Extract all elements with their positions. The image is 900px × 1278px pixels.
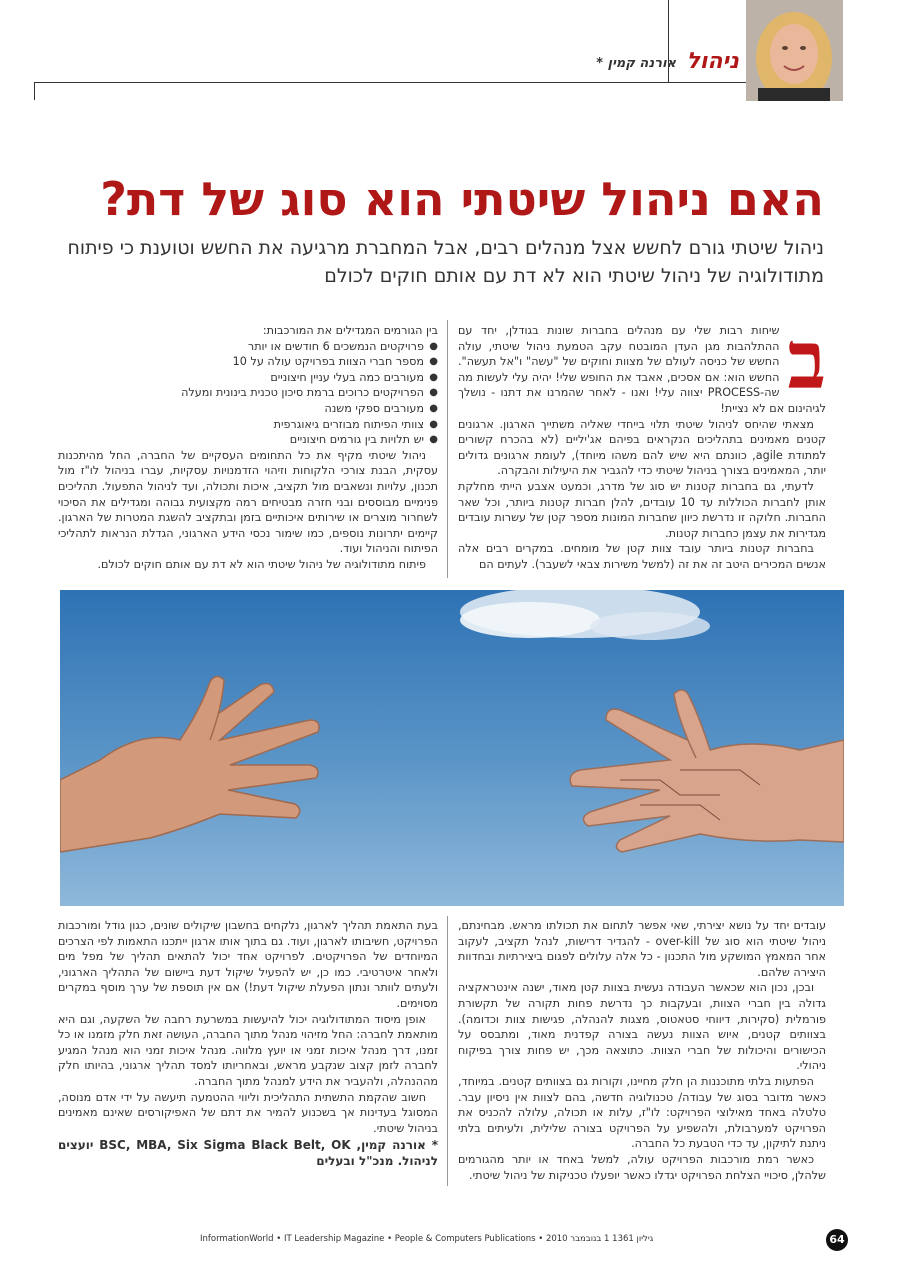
page-number: 64 [826,1229,848,1251]
article-column-right-top [458,313,827,573]
subtitle: ניהול שיטתי גורם לחשש אצל מנהלים רבים, אבל המחברת מרגיעה את החשש וטוענת כי פיתוח מתודולוגיה של ניהול שיטתי הוא לא דת עם אותם חוקים לכולם [67,237,824,287]
paragraph: בחברות קטנות ביותר עובד צוות קטן של מומחים. במקרים רבים אלה אנשים המכירים היטב זה את זה (למשל משירות צבאי לשעבר). לעתים הם [458,542,826,571]
header-rule [34,82,746,83]
list-item: ● פרויקטים הנמשכים 6 חודשים או יותר [58,339,438,355]
author-bio: * אורנה קמין, BSC, MBA, Six Sigma Black Belt, OK יועצים לניהול. מנכ"ל ובעלים [58,1138,438,1168]
list-item: ● הפרויקטים כרוכים ברמת סיכון טכנית בינונית ומעלה [58,385,438,401]
article-column-right-bottom [458,918,826,1183]
column-divider-top [447,320,448,578]
human-hand-icon [60,676,319,852]
left-margin-rule [34,82,35,100]
paragraph: בעת התאמת תהליך לארגון, נלקחים בחשבון שיקולים שונים, כגון גודל ומורכבות הפרויקט, חשיבותו לארגון, ועוד. גם בתוך אותו ארגון ייתכנו התאמות לפי הצרכים המיוחדים של הפרויקטים. לפרויקט אחד יכול להתאים תהליך של מפל מים ולאחר איטרטיבי. כמו כן, יש להפעיל שיקול דעת ביישום של התהליך הארגוני, ולעתים לוותר ונתון הפעלת שיקול דעת!) אם אין תוספת של ערך מוסף במקרים מסוימים. [58,919,438,1010]
article-column-left-top [58,323,438,573]
drop-cap: ב [787,313,826,407]
bullet-intro: בין הגורמים המגדילים את המורכבות: [262,324,438,337]
page-title: האם ניהול שיטתי הוא סוג של דת? [100,172,824,226]
list-item: ● יש תלויות בין גורמים חיצוניים [58,432,438,448]
paragraph: ניהול שיטתי מקיף את כל התחומים העסקיים של החברה, החל מהיתכנות עסקית, הבנת צורכי הלקוחות וזיהוי הזדמנויות עסקיות, עברו בניהול לו"ז מול תכנון, עלויות ונשאבים מול תקציב, איכות ותכולה, ועד לניהול התפעול. תהליכים פנימיים מבוססים ובני חזרה מבטיחים רמה מקצועית גבוהה ומגדילים את הסיכוי לשחרור מוצרים או שירותים איכותיים בזמן ובתקציב להשגת המטרות של הארגון. קיימים יתרונות נוספים, כמו שימור נכסי הידע הארגוני, הגדלת הנראות לתהליכי הפיתוח והניהול ועוד. [58,448,438,556]
paragraph: ובכן, נכון הוא שכאשר העבודה נעשית בצוות קטן מאוד, ישנה אינטראקציה גדולה בין חברי הצוות, ובעקבות כך נדרשת פחות תקורה של תקשורת פורמלית (סקירות, דיווחי סטאטוס, מצגות להנהלה, פגישות צוות וכדומה). בצוותים קטנים, איוש הצוות נעשה בצורה קפדנית מאוד, ומתבסס על הכישורים והיכולות של חברי הצוות. כתוצאה מכך, יש פחות צורך בפיקוח ניהולי. [458,981,826,1073]
hero-image-hands [60,590,844,906]
list-item: ● מעורבים ספקי משנה [58,401,438,417]
list-item: ● מספר חברי הצוות בפרויקט עולה על 10 [58,354,438,370]
paragraph: לדעתי, גם בחברות קטנות יש סוג של מדרג, וכמעט אצבע הייתי מחלקת אותן לחברות הכוללות עד 10 עובדים, להלן חברות קטנות ביותר, וכל שאר החברות. חלוקה זו נדרשת כיוון שחברות המונות מספר קטן של עשרות עובדים מגדירות את עצמן כחברות קטנות. [458,479,826,540]
paragraph: עובדים יחד על נושא יצירתי, שאי אפשר לתחום את תכולתו מראש. מבחינתם, ניהול שיטתי הוא סוג של over-kill - להגדיר דרישות, לנהל תקציב, לעקוב אחר המאמץ המושקע מול התכנון - כל אלה עלולים לפגום ביצירתיות ובחדוות היצירה שלהם. [458,919,826,979]
paragraph: פיתוח מתודולוגיה של ניהול שיטתי הוא לא דת עם אותם חוקים לכולם. [97,557,426,571]
circuit-hand-icon [570,690,844,852]
paragraph: כאשר רמת מורכבות הפרויקט עולה, למשל באחד או יותר מהגורמים שלהלן, סיכויי הצלחת הפרויקט יגדלו כאשר יופעלו טכניקות של ניהול שיטתי. [458,1152,826,1182]
footer-credits: InformationWorld • IT Leadership Magazine • People & Computers Publications • 2010 גיליון 1361 1 בנובמבר [200,1234,654,1244]
bullet-list [58,339,438,448]
paragraph: שיחות רבות שלי עם מנהלים בחברות שונות בגודלן, יחד עם ההתלהבות מגן העדן המובטח עקב הטמעת ניהול שיטתי, עולה החשש של כניסה לעולם של מצוות וחוקים של "עשה" ו"אל תעשה". החשש הוא: אם אסכים, אאבד את החופש שלי! יהיה עלי לעשות מה שה-PROCESS יצווה עלי! ואנו - לאחר שהמרנו את דתנו - נושלך לגיהינום אם לא נציית! [458,324,826,415]
list-item: ● מעורבים כמה בעלי עניין חיצוניים [58,370,438,386]
column-divider-bottom [447,916,448,1186]
article-column-left-bottom [58,918,438,1170]
paragraph: מצאתי שהיחס לניהול שיטתי תלוי בייחדי שאליה משתייך הארגון. ארגונים קטנים מאמינים בתהליכים הנקראים בפיהם אג'יליים (לא בהכרח קשורים למתודת agile, כוונתם היא שיש להם משהו מיוחד), לעומת ארגונים גדולים יותר, המאמינים בצורך בניהול שיטתי כדי להגביר את היעילות והבקרה. [458,417,827,478]
paragraph: חשוב שהקמת התשתית התהליכית וליווי ההטמעה תיעשה על ידי אדם מנוסה, המסוגל בעדינות אך בשכנוע להמיר את דתם של האפיקורסים שאינם מאמינים בניהול שיטתי. [58,1090,438,1135]
list-item: ● צוותי הפיתוח מבוזרים גיאוגרפית [58,417,438,433]
author-name: אורנה קמין * [596,56,676,71]
paragraph: הפתעות בלתי מתוכננות הן חלק מחיינו, וקורות גם בצוותים קטנים. במיוחד, כאשר מדובר בסוג של עבודה/ טכנולוגיה חדשה, בהם לצוות אין ניסיון עבר. טלטלה באחד מאילוצי הפרויקט: לו"ז, עלות או תכולה, עלולה להכניס את הפרויקט למערבולת, ולהשפיע על הפרויקט בצורה שלילית, ולעיתים בלתי ניתנת לתיקון, עד כדי הטבעת כל החברה. [458,1074,826,1151]
paragraph: אופן מיסוד המתודולוגיה יכול להיעשות במשרעת רחבה של השקעה, וגם היא מותאמת לחברה: החל מזיהוי מנהל מתוך החברה, העושה זאת חלק מזמנו או כל זמנו, דרך מנהל איכות זמני או יועץ מלווה. מנהל איכות זמני הוא מנהל המגיע לחברה לזמן קצוב שנקבע מראש, ובאחריותו למסד תהליך ארגוני, בהיותו חלק מההנהלה, ולהעביר את הידע למנהל מתוך החברה. [58,1012,438,1088]
author-photo [746,0,843,101]
section-label: ניהול [686,49,739,74]
